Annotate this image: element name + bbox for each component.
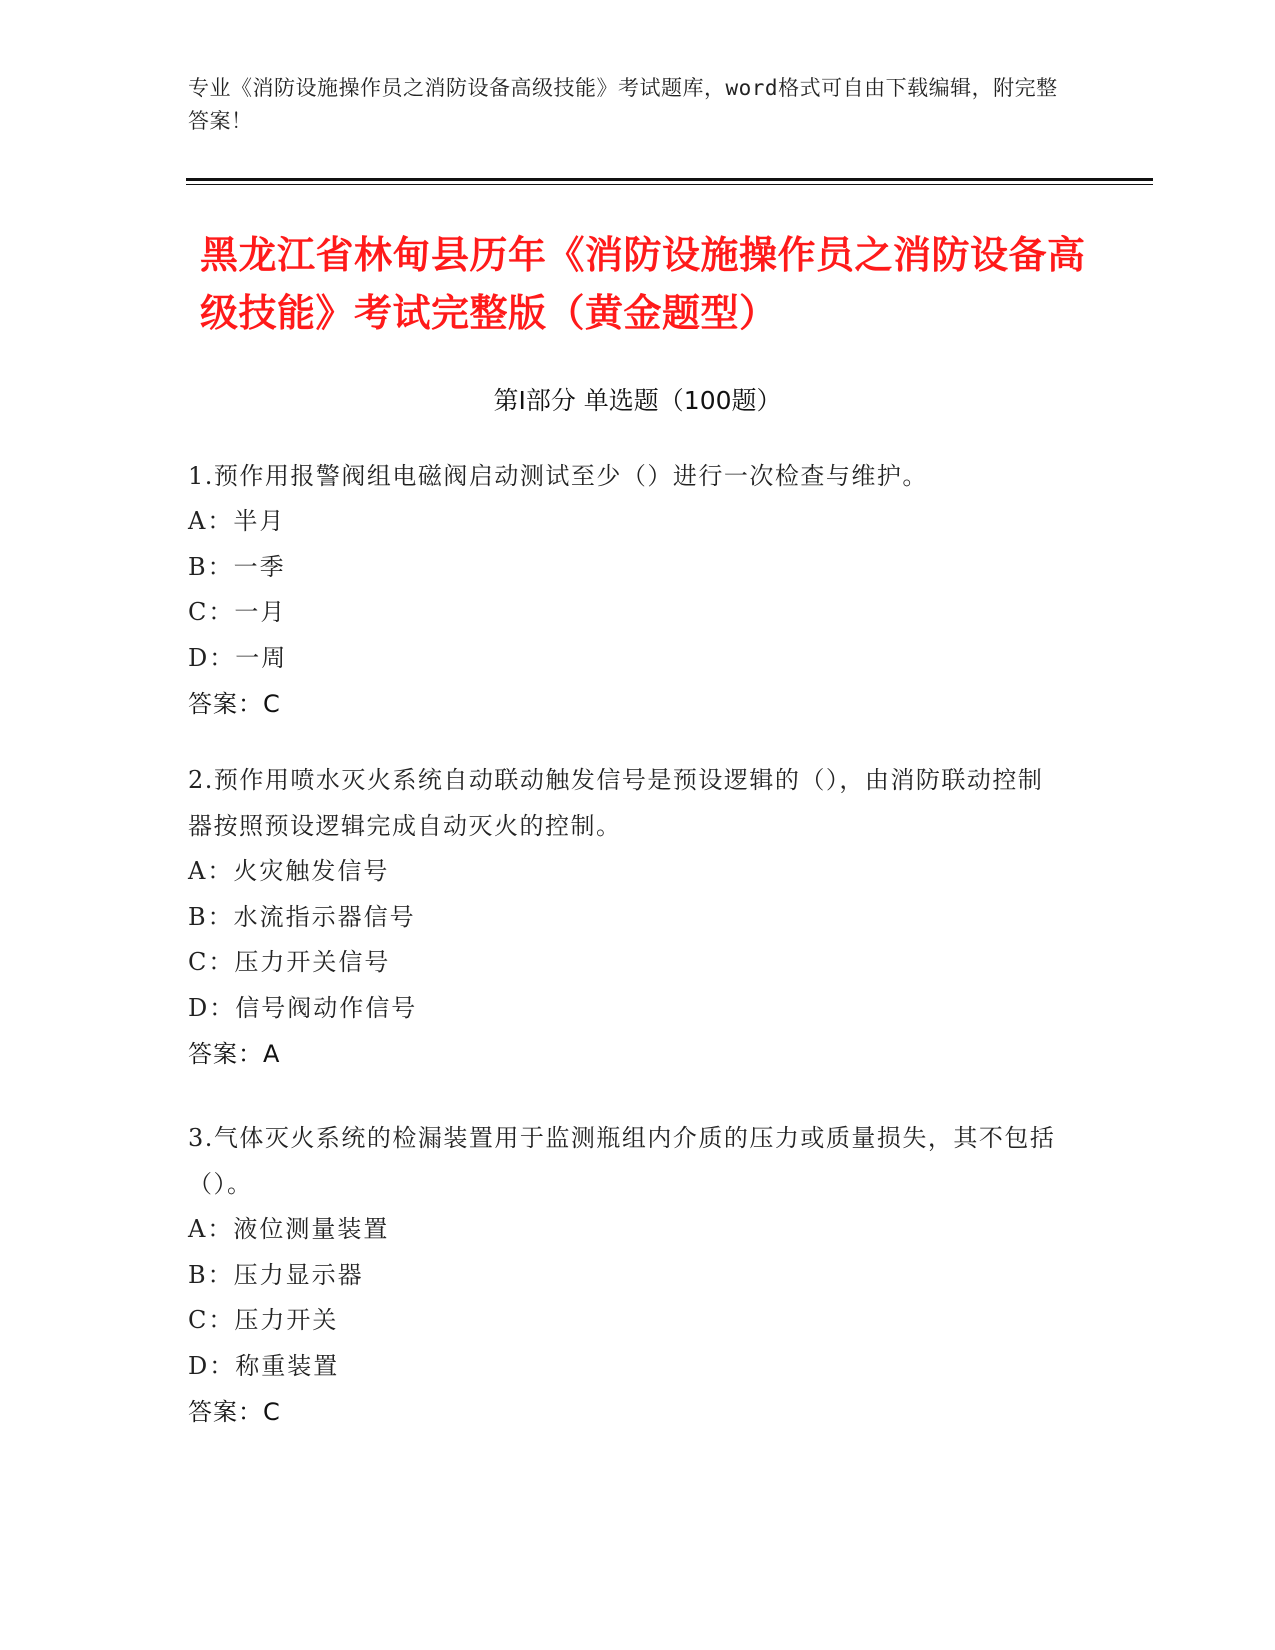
answer-value: C <box>263 690 280 718</box>
question-1 <box>188 453 1068 727</box>
answer-label: 答案： <box>188 690 263 718</box>
answer-label: 答案： <box>188 1398 263 1426</box>
answer-line <box>188 1389 1068 1435</box>
option-d: D：称重装置 <box>188 1351 340 1380</box>
question-2 <box>188 757 1068 1077</box>
header-divider-thin <box>186 184 1153 185</box>
option-c: C：一月 <box>188 598 287 626</box>
question-stem: 1.预作用报警阀组电磁阀启动测试至少（）进行一次检查与维护。 <box>188 462 928 490</box>
question-stem: 3.气体灭火系统的检漏装置用于监测瓶组内介质的压力或质量损失，其不包括（）。 <box>188 1124 1056 1198</box>
section-heading: 第Ⅰ部分 单选题（100题） <box>493 386 782 415</box>
option-d: D：一周 <box>188 643 288 672</box>
option-a: A：火灾触发信号 <box>188 857 390 885</box>
question-stem: 2.预作用喷水灭火系统自动联动触发信号是预设逻辑的（），由消防联动控制器按照预设逻辑完成自动灭火的控制。 <box>188 766 1044 840</box>
option-d: D：信号阀动作信号 <box>188 993 418 1022</box>
answer-value: A <box>263 1040 280 1068</box>
document-title: 黑龙江省林甸县历年《消防设施操作员之消防设备高级技能》考试完整版（黄金题型） <box>200 233 1086 335</box>
answer-line <box>188 681 1068 727</box>
answer-label: 答案： <box>188 1040 263 1068</box>
header-divider-thick <box>186 178 1153 181</box>
header-note: 专业《消防设施操作员之消防设备高级技能》考试题库，word格式可自由下载编辑，附完整答案！ <box>188 76 1058 133</box>
option-a: A：半月 <box>188 507 286 535</box>
option-c: C：压力开关信号 <box>188 948 391 976</box>
question-3 <box>188 1115 1068 1435</box>
answer-line <box>188 1031 1068 1077</box>
option-c: C：压力开关 <box>188 1306 339 1334</box>
option-b: B：压力显示器 <box>188 1260 364 1289</box>
option-b: B：一季 <box>188 552 286 581</box>
option-a: A：液位测量装置 <box>188 1215 390 1243</box>
option-b: B：水流指示器信号 <box>188 902 416 931</box>
answer-value: C <box>263 1398 280 1426</box>
